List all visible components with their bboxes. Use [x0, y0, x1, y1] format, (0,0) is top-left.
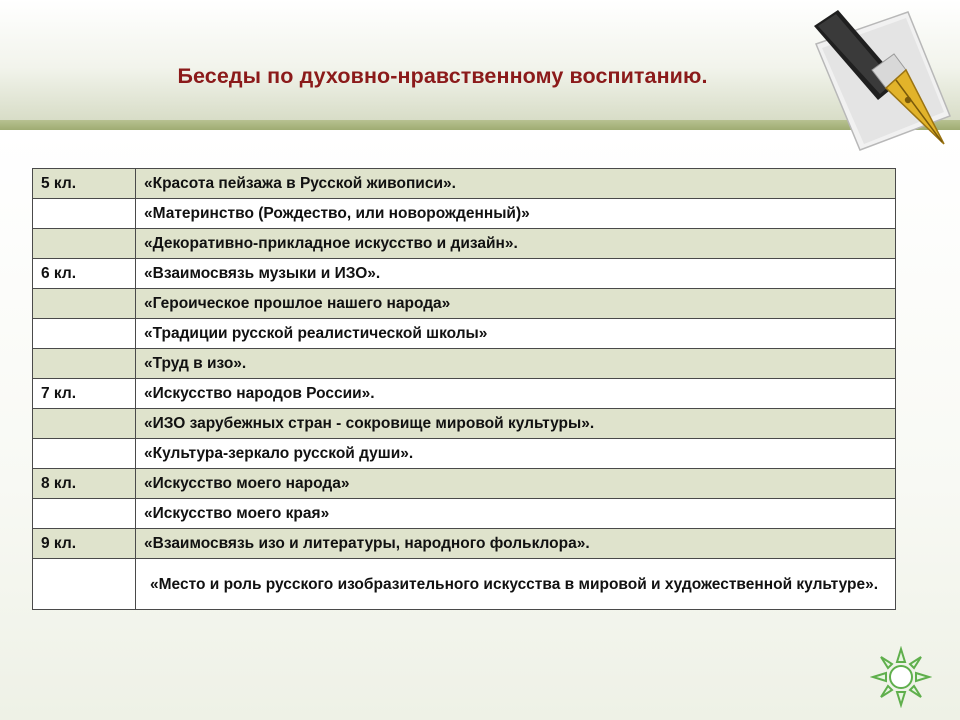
table-row: [33, 169, 896, 199]
topic-cell: «Труд в изо».: [136, 349, 896, 379]
topic-cell: «Декоративно-прикладное искусство и дизайн».: [136, 229, 896, 259]
topic-cell: «Героическое прошлое нашего народа»: [136, 289, 896, 319]
fountain-pen-icon: [808, 4, 958, 154]
grade-cell: [33, 439, 136, 469]
conversations-table: [32, 168, 896, 610]
topic-cell: «Традиции русской реалистической школы»: [136, 319, 896, 349]
topic-cell: «Искусство моего народа»: [136, 469, 896, 499]
topic-cell: «Материнство (Рождество, или новорожденный)»: [136, 199, 896, 229]
sun-icon[interactable]: [870, 646, 932, 708]
grade-cell: [33, 409, 136, 439]
grade-cell: [33, 229, 136, 259]
table-row: [33, 529, 896, 559]
table-row: [33, 469, 896, 499]
table-row: [33, 559, 896, 610]
table-row: [33, 379, 896, 409]
table-row: [33, 499, 896, 529]
topic-cell: «Искусство моего края»: [136, 499, 896, 529]
table-row: [33, 439, 896, 469]
grade-cell: 8 кл.: [33, 469, 136, 499]
topic-cell: «Красота пейзажа в Русской живописи».: [136, 169, 896, 199]
topic-cell: «ИЗО зарубежных стран - сокровище мировой культуры».: [136, 409, 896, 439]
topic-cell: «Культура-зеркало русской души».: [136, 439, 896, 469]
table-row: [33, 259, 896, 289]
table-row: [33, 199, 896, 229]
table-row: [33, 229, 896, 259]
grade-cell: [33, 559, 136, 610]
topic-cell: «Место и роль русского изобразительного искусства в мировой и художественной культуре».: [136, 559, 896, 610]
table-row: [33, 409, 896, 439]
grade-cell: [33, 319, 136, 349]
table-row: [33, 319, 896, 349]
topic-cell: «Взаимосвязь музыки и ИЗО».: [136, 259, 896, 289]
grade-cell: 7 кл.: [33, 379, 136, 409]
grade-cell: 9 кл.: [33, 529, 136, 559]
topic-cell: «Взаимосвязь изо и литературы, народного фольклора».: [136, 529, 896, 559]
grade-cell: [33, 199, 136, 229]
grade-cell: [33, 349, 136, 379]
table-row: [33, 349, 896, 379]
topic-cell: «Искусство народов России».: [136, 379, 896, 409]
page-title: Беседы по духовно-нравственному воспитанию.: [177, 64, 708, 88]
grade-cell: [33, 499, 136, 529]
grade-cell: [33, 289, 136, 319]
grade-cell: 5 кл.: [33, 169, 136, 199]
grade-cell: 6 кл.: [33, 259, 136, 289]
table-row: [33, 289, 896, 319]
